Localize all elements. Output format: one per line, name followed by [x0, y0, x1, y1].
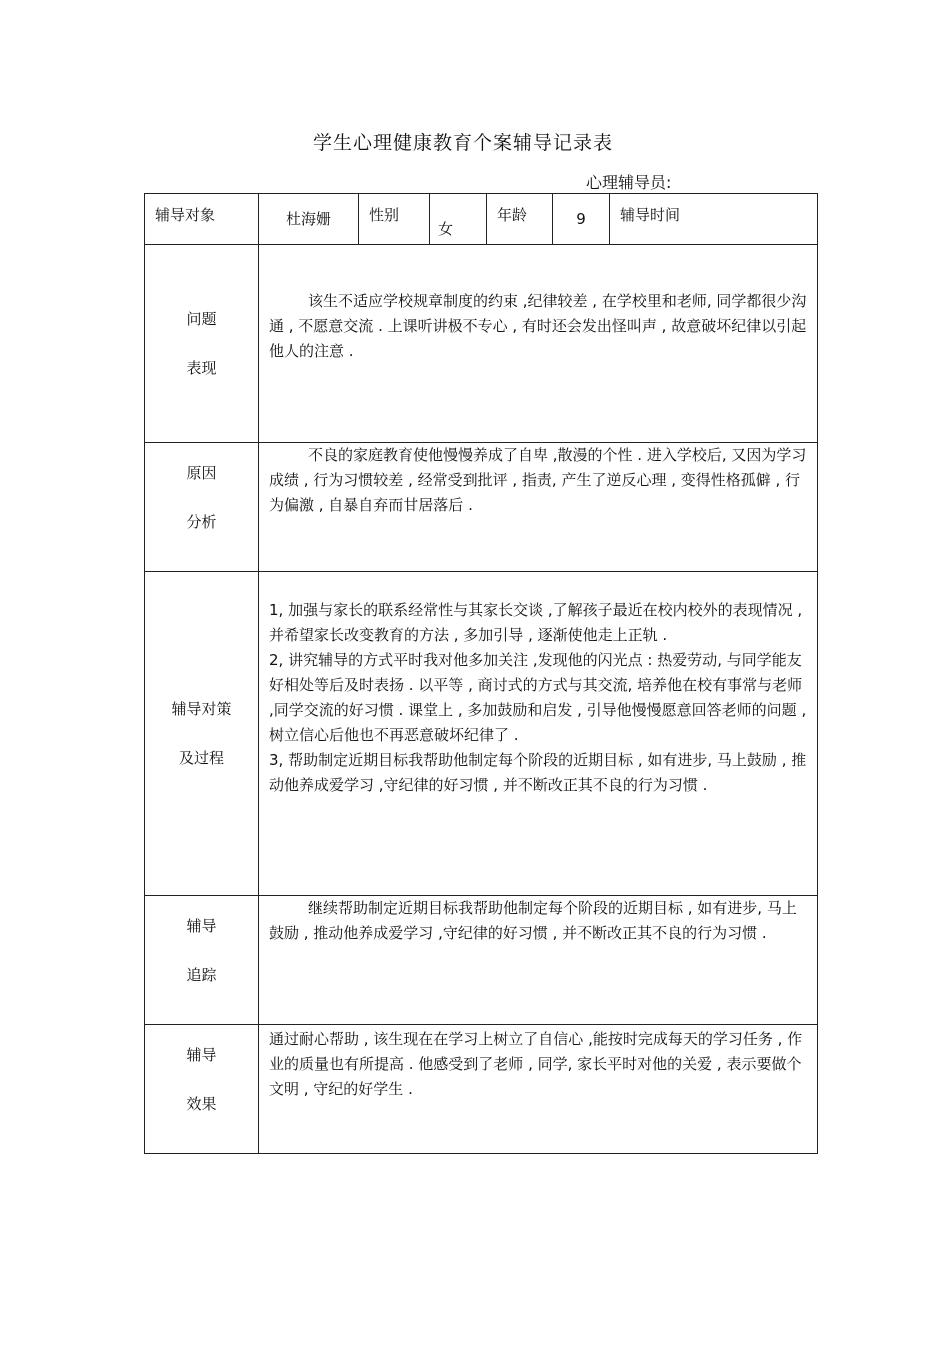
age-label: 年龄: [487, 194, 553, 245]
cause-row: [145, 443, 818, 572]
tracking-row: [145, 896, 818, 1025]
effect-label-line1: 辅导: [186, 1046, 217, 1064]
strategy-label: [145, 572, 259, 896]
tracking-content: 继续帮助制定近期目标我帮助他制定每个阶段的近期目标 , 如有进步, 马上鼓励 , 推动他养成爱学习 ,守纪律的好习惯 , 并不断改正其不良的行为习惯 .: [269, 899, 797, 942]
problem-row: [145, 245, 818, 443]
problem-content: 该生不适应学校规章制度的约束 ,纪律较差 , 在学校里和老师, 同学都很少沟通 , 不愿意交流 . 上课听讲极不专心 , 有时还会发出怪叫声 , 故意破坏纪律以引起他人的注意 .: [269, 292, 807, 360]
page-title: 学生心理健康教育个案辅导记录表: [312, 132, 613, 154]
subject-label: 辅导对象: [145, 194, 259, 245]
strategy-label-line1: 辅导对策: [171, 699, 232, 718]
cause-content: 不良的家庭教育使他慢慢养成了自卑 ,散漫的个性 . 进入学校后, 又因为学习成绩 , 行为习惯较差 , 经常受到批评 , 指责, 产生了逆反心理 , 变得性格孤僻 , 行为偏激 , 自暴自弃而甘居落后 .: [269, 446, 807, 514]
tracking-label-line2: 追踪: [186, 966, 217, 984]
problem-content-cell: [259, 245, 818, 443]
time-label: 辅导时间: [610, 194, 818, 245]
strategy-item-3: 3, 帮助制定近期目标我帮助他制定每个阶段的近期目标 , 如有进步, 马上鼓励 , 推动他养成爱学习 ,守纪律的好习惯 , 并不断改正其不良的行为习惯 .: [269, 751, 807, 794]
record-table: [144, 193, 818, 1154]
problem-label-line2: 表现: [186, 358, 217, 377]
gender-label: 性别: [359, 194, 430, 245]
strategy-item-1: 1, 加强与家长的联系经常性与其家长交谈 ,了解孩子最近在校内校外的表现情况 , 并希望家长改变教育的方法 , 多加引导 , 逐渐使他走上正轨 .: [269, 601, 803, 644]
strategy-row: [145, 572, 818, 896]
cause-label: [145, 443, 259, 572]
header-row: [145, 194, 818, 245]
effect-row: [145, 1025, 818, 1154]
effect-label: [145, 1025, 259, 1154]
subject-name: 杜海姗: [259, 194, 359, 245]
tracking-label-line1: 辅导: [186, 917, 217, 935]
strategy-item-2: 2, 讲究辅导的方式平时我对他多加关注 ,发现他的闪光点 : 热爱劳动, 与同学能友好相处等后及时表扬 . 以平等 , 商讨式的方式与其交流, 培养他在校有事常与老师 ,同学交流的好习惯 . 课堂上 , 多加鼓励和启发 , 引导他慢慢愿意回答老师的问题 , 树立信心后他也不再恶意破坏纪律了 .: [269, 651, 807, 744]
effect-content: 通过耐心帮助 , 该生现在在学习上树立了自信心 ,能按时完成每天的学习任务 , 作业的质量也有所提高 . 他感受到了老师 , 同学, 家长平时对他的关爱 , 表示要做个文明 , 守纪的好学生 .: [269, 1030, 803, 1098]
counselor-label: 心理辅导员:: [586, 173, 672, 192]
effect-content-cell: [259, 1025, 818, 1154]
tracking-content-cell: [259, 896, 818, 1025]
tracking-label: [145, 896, 259, 1025]
cause-label-line2: 分析: [186, 513, 217, 531]
strategy-label-line2: 及过程: [178, 748, 224, 767]
age-value: 9: [553, 194, 610, 245]
problem-label: [145, 245, 259, 443]
gender-value: 女: [430, 194, 487, 245]
cause-label-line1: 原因: [186, 464, 217, 482]
problem-label-line1: 问题: [186, 309, 217, 328]
cause-content-cell: [259, 443, 818, 572]
effect-label-line2: 效果: [186, 1095, 217, 1113]
strategy-content-cell: [259, 572, 818, 896]
